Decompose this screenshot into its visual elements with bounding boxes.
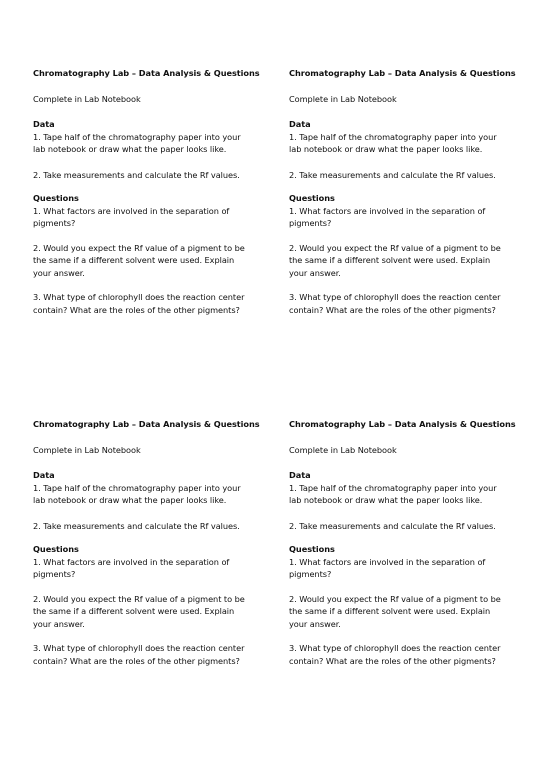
data-heading: Data: [289, 119, 311, 129]
data-heading: Data: [289, 470, 311, 480]
question-1-line-2: pigments?: [289, 218, 332, 228]
question-2-line-2: the same if a different solvent were used. Explain: [289, 255, 491, 265]
question-2-line-1: 2. Would you expect the Rf value of a pigment to be: [33, 242, 245, 253]
question-1-line-1: 1. What factors are involved in the separation of: [33, 205, 230, 216]
data-item-2-line-1: 2. Take measurements and calculate the Rf values.: [33, 169, 240, 180]
question-3: [33, 642, 268, 667]
worksheet-card-top-right: [289, 67, 524, 316]
question-1-line-1: 1. What factors are involved in the separation of: [289, 205, 486, 216]
data-item-1-line-2: lab notebook or draw what the paper looks like.: [33, 144, 227, 154]
question-2-line-3: your answer.: [289, 267, 341, 278]
data-item-1-line-1: 1. Tape half of the chromatography paper into your: [289, 482, 497, 493]
questions-heading: Questions: [33, 193, 79, 203]
data-item-1-line-2: lab notebook or draw what the paper looks like.: [289, 144, 483, 154]
data-item-1-line-2: lab notebook or draw what the paper looks like.: [33, 495, 227, 505]
questions-heading: Questions: [289, 193, 335, 203]
question-2-line-1: 2. Would you expect the Rf value of a pigment to be: [33, 593, 245, 604]
question-2-line-3: your answer.: [289, 618, 341, 629]
card-subtitle: Complete in Lab Notebook: [289, 93, 397, 104]
question-1-line-2: pigments?: [289, 569, 332, 579]
question-3: [289, 642, 524, 667]
data-item-1: [289, 131, 524, 156]
question-2: [33, 593, 268, 631]
card-title: Chromatography Lab – Data Analysis & Questions: [33, 419, 260, 429]
card-title: Chromatography Lab – Data Analysis & Questions: [289, 419, 516, 429]
question-2: [289, 593, 524, 631]
question-3-line-1: 3. What type of chlorophyll does the reaction center: [33, 292, 245, 302]
card-subtitle: Complete in Lab Notebook: [33, 444, 141, 455]
data-item-2: [289, 169, 524, 182]
card-subtitle: Complete in Lab Notebook: [33, 93, 141, 104]
data-item-1-line-1: 1. Tape half of the chromatography paper into your: [289, 131, 497, 142]
question-1-line-1: 1. What factors are involved in the separation of: [289, 556, 486, 567]
question-2-line-3: your answer.: [33, 267, 85, 278]
question-1: [289, 205, 524, 230]
question-2-line-3: your answer.: [33, 618, 85, 629]
data-heading: Data: [33, 119, 55, 129]
data-item-1-line-1: 1. Tape half of the chromatography paper into your: [33, 482, 241, 493]
question-1-line-2: pigments?: [33, 569, 76, 579]
card-subtitle: Complete in Lab Notebook: [289, 444, 397, 455]
card-title: Chromatography Lab – Data Analysis & Questions: [289, 68, 516, 78]
question-3-line-2: contain? What are the roles of the other pigments?: [33, 655, 240, 666]
card-title: Chromatography Lab – Data Analysis & Questions: [33, 68, 260, 78]
question-1-line-1: 1. What factors are involved in the separation of: [33, 556, 230, 567]
data-item-1: [33, 131, 268, 156]
question-2-line-2: the same if a different solvent were used. Explain: [289, 606, 491, 616]
worksheet-card-top-left: [33, 67, 268, 316]
data-item-2: [289, 520, 524, 533]
worksheet-card-bottom-left: [33, 418, 268, 667]
question-3-line-1: 3. What type of chlorophyll does the reaction center: [289, 643, 501, 653]
data-item-2: [33, 520, 268, 533]
data-item-2-line-1: 2. Take measurements and calculate the Rf values.: [33, 520, 240, 531]
question-1: [33, 205, 268, 230]
data-item-2: [33, 169, 268, 182]
question-2: [289, 242, 524, 280]
question-1-line-2: pigments?: [33, 218, 76, 228]
question-3: [289, 291, 524, 316]
question-3-line-1: 3. What type of chlorophyll does the reaction center: [289, 292, 501, 302]
data-heading: Data: [33, 470, 55, 480]
question-3: [33, 291, 268, 316]
data-item-1-line-1: 1. Tape half of the chromatography paper into your: [33, 131, 241, 142]
question-3-line-1: 3. What type of chlorophyll does the reaction center: [33, 643, 245, 653]
data-item-1: [289, 482, 524, 507]
questions-heading: Questions: [289, 544, 335, 554]
question-1: [33, 556, 268, 581]
question-3-line-2: contain? What are the roles of the other pigments?: [289, 304, 496, 315]
worksheet-card-bottom-right: [289, 418, 524, 667]
data-item-1: [33, 482, 268, 507]
question-2: [33, 242, 268, 280]
question-3-line-2: contain? What are the roles of the other pigments?: [289, 655, 496, 666]
data-item-2-line-1: 2. Take measurements and calculate the Rf values.: [289, 520, 496, 531]
data-item-2-line-1: 2. Take measurements and calculate the Rf values.: [289, 169, 496, 180]
data-item-1-line-2: lab notebook or draw what the paper looks like.: [289, 495, 483, 505]
question-2-line-1: 2. Would you expect the Rf value of a pigment to be: [289, 593, 501, 604]
question-2-line-2: the same if a different solvent were used. Explain: [33, 606, 235, 616]
question-1: [289, 556, 524, 581]
question-2-line-1: 2. Would you expect the Rf value of a pigment to be: [289, 242, 501, 253]
questions-heading: Questions: [33, 544, 79, 554]
question-2-line-2: the same if a different solvent were used. Explain: [33, 255, 235, 265]
question-3-line-2: contain? What are the roles of the other pigments?: [33, 304, 240, 315]
